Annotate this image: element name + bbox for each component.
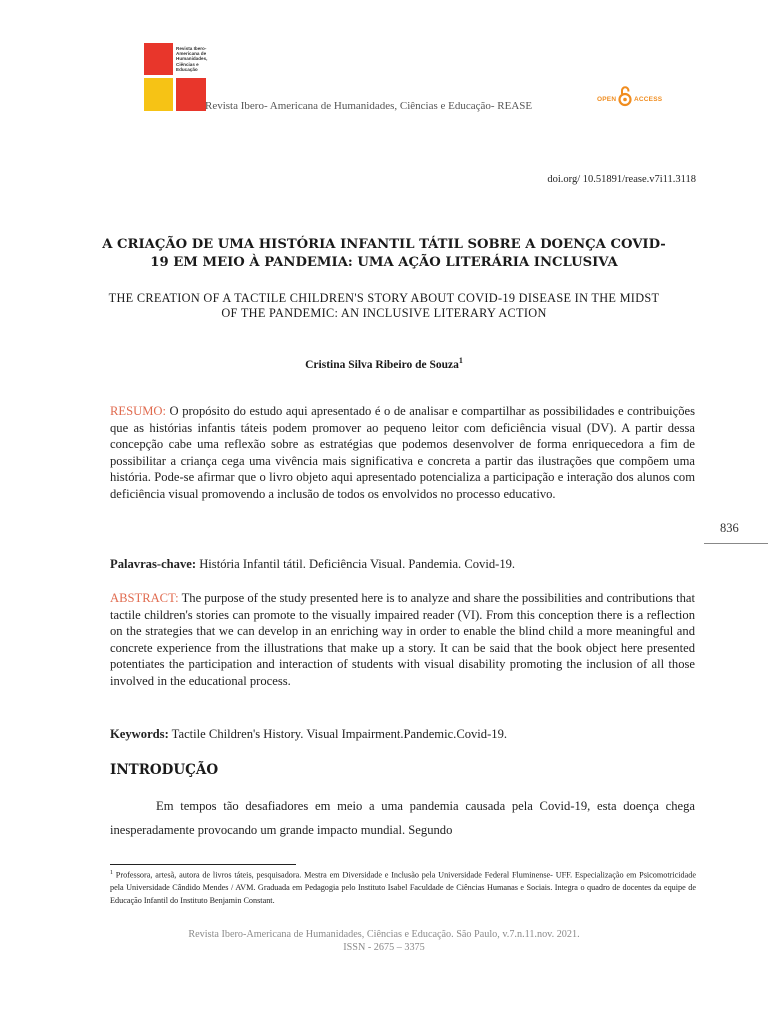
footnote-divider bbox=[110, 864, 296, 865]
page-footer bbox=[0, 929, 768, 954]
journal-header: Revista Ibero- Americana de Humanidades, Ciências e Educação- REASE bbox=[205, 100, 533, 112]
abstract-paragraph bbox=[110, 590, 695, 689]
keywords-en bbox=[110, 726, 695, 743]
footnote-mark: 1 bbox=[110, 870, 113, 876]
open-access-open-label: OPEN bbox=[597, 96, 617, 103]
resumo-paragraph bbox=[110, 403, 695, 502]
open-lock-icon bbox=[618, 85, 632, 107]
footnote-text: Professora, artesã, autora de livros táteis, pesquisadora. Mestra em Diversidade e Inclusão pela Universidade Federal Fluminense- UFF. Especialização em Psicomotricidade pela Universidade Cândido Mendes / AVM. Graduada em Pedagogia pelo Instituto Isabel Faculdade de Ciências Humanas e Sociais. Integra o quadro de docentes da equipe de Educação Infantil do Instituto Benjamin Constant. bbox=[110, 870, 696, 905]
logo-red-square bbox=[144, 43, 173, 75]
abstract-text: The purpose of the study presented here is to analyze and share the possibilities and contributions that tactile children's stories can promote to the visually impaired reader (VI). From this conception there is a reflection on the strategies that we can develop in an enriching way in order to enable the blind child a more meaningful and concrete experience from the illustrations that make up a story. It can be said that the book object here presented potentiates the participation and interaction of students with visual disability promoting the inclusion of all those involved in the educational process. bbox=[110, 591, 695, 688]
open-access-access-label: ACCESS bbox=[634, 96, 663, 103]
logo-red-square-2 bbox=[176, 78, 206, 111]
keywords-en-label: Keywords: bbox=[110, 727, 169, 741]
title-english: THE CREATION OF A TACTILE CHILDREN'S STORY ABOUT COVID-19 DISEASE IN THE MIDST OF THE PANDEMIC: AN INCLUSIVE LITERARY ACTION bbox=[108, 291, 660, 320]
keywords-en-text: Tactile Children's History. Visual Impairment.Pandemic.Covid-19. bbox=[168, 727, 508, 741]
resumo-text: O propósito do estudo aqui apresentado é o de analisar e compartilhar as possibilidades e contribuições que as histórias infantis táteis podem promover ao pequeno leitor com deficiência visual (DV). A partir dessa concepção cabe uma reflexão sobre as estratégias que podemos desenvolver de forma enriquecedora a fim de possibilitar a criança cega uma vivência mais significativa e concreta a partir das ilustrações que compõem uma história. Pode-se afirmar que o livro objeto aqui apresentado potencializa a participação e interação dos alunos com deficiência visual promovendo a inclusão de todos os envolvidos no processo educativo. bbox=[110, 404, 695, 501]
author-name: Cristina Silva Ribeiro de Souza bbox=[305, 358, 459, 371]
page-number-rule bbox=[704, 543, 768, 544]
logo-yellow-square bbox=[144, 78, 173, 111]
open-access-badge bbox=[597, 85, 667, 109]
author-line bbox=[0, 356, 768, 371]
keywords-pt bbox=[110, 556, 695, 573]
abstract-label: ABSTRACT: bbox=[110, 591, 179, 605]
author-footnote-mark[interactable]: 1 bbox=[458, 356, 463, 365]
resumo-label: RESUMO: bbox=[110, 404, 166, 418]
keywords-pt-label: Palavras-chave: bbox=[110, 557, 197, 571]
footnote bbox=[110, 867, 696, 907]
footer-issn: ISSN - 2675 – 3375 bbox=[343, 941, 425, 953]
page-number: 836 bbox=[720, 521, 739, 535]
intro-paragraph: Em tempos tão desafiadores em meio a uma pandemia causada pela Covid-19, esta doença chega inesperadamente provocando um grande impacto mundial. Segundo bbox=[110, 799, 695, 837]
section-heading-intro: INTRODUÇÃO bbox=[110, 762, 219, 778]
doi-link[interactable]: doi.org/ 10.51891/rease.v7i11.3118 bbox=[547, 174, 696, 185]
footer-citation: Revista Ibero-Americana de Humanidades, Ciências e Educação. São Paulo, v.7.n.11.nov. 2021. bbox=[188, 929, 580, 940]
logo-text: Revista Ibero-Americana de Humanidades, Ciências e Educação bbox=[176, 46, 208, 72]
title-portuguese: A CRIAÇÃO DE UMA HISTÓRIA INFANTIL TÁTIL SOBRE A DOENÇA COVID-19 EM MEIO À PANDEMIA: UMA AÇÃO LITERÁRIA INCLUSIVA bbox=[102, 237, 666, 270]
keywords-pt-text: História Infantil tátil. Deficiência Visual. Pandemia. Covid-19. bbox=[196, 557, 516, 571]
